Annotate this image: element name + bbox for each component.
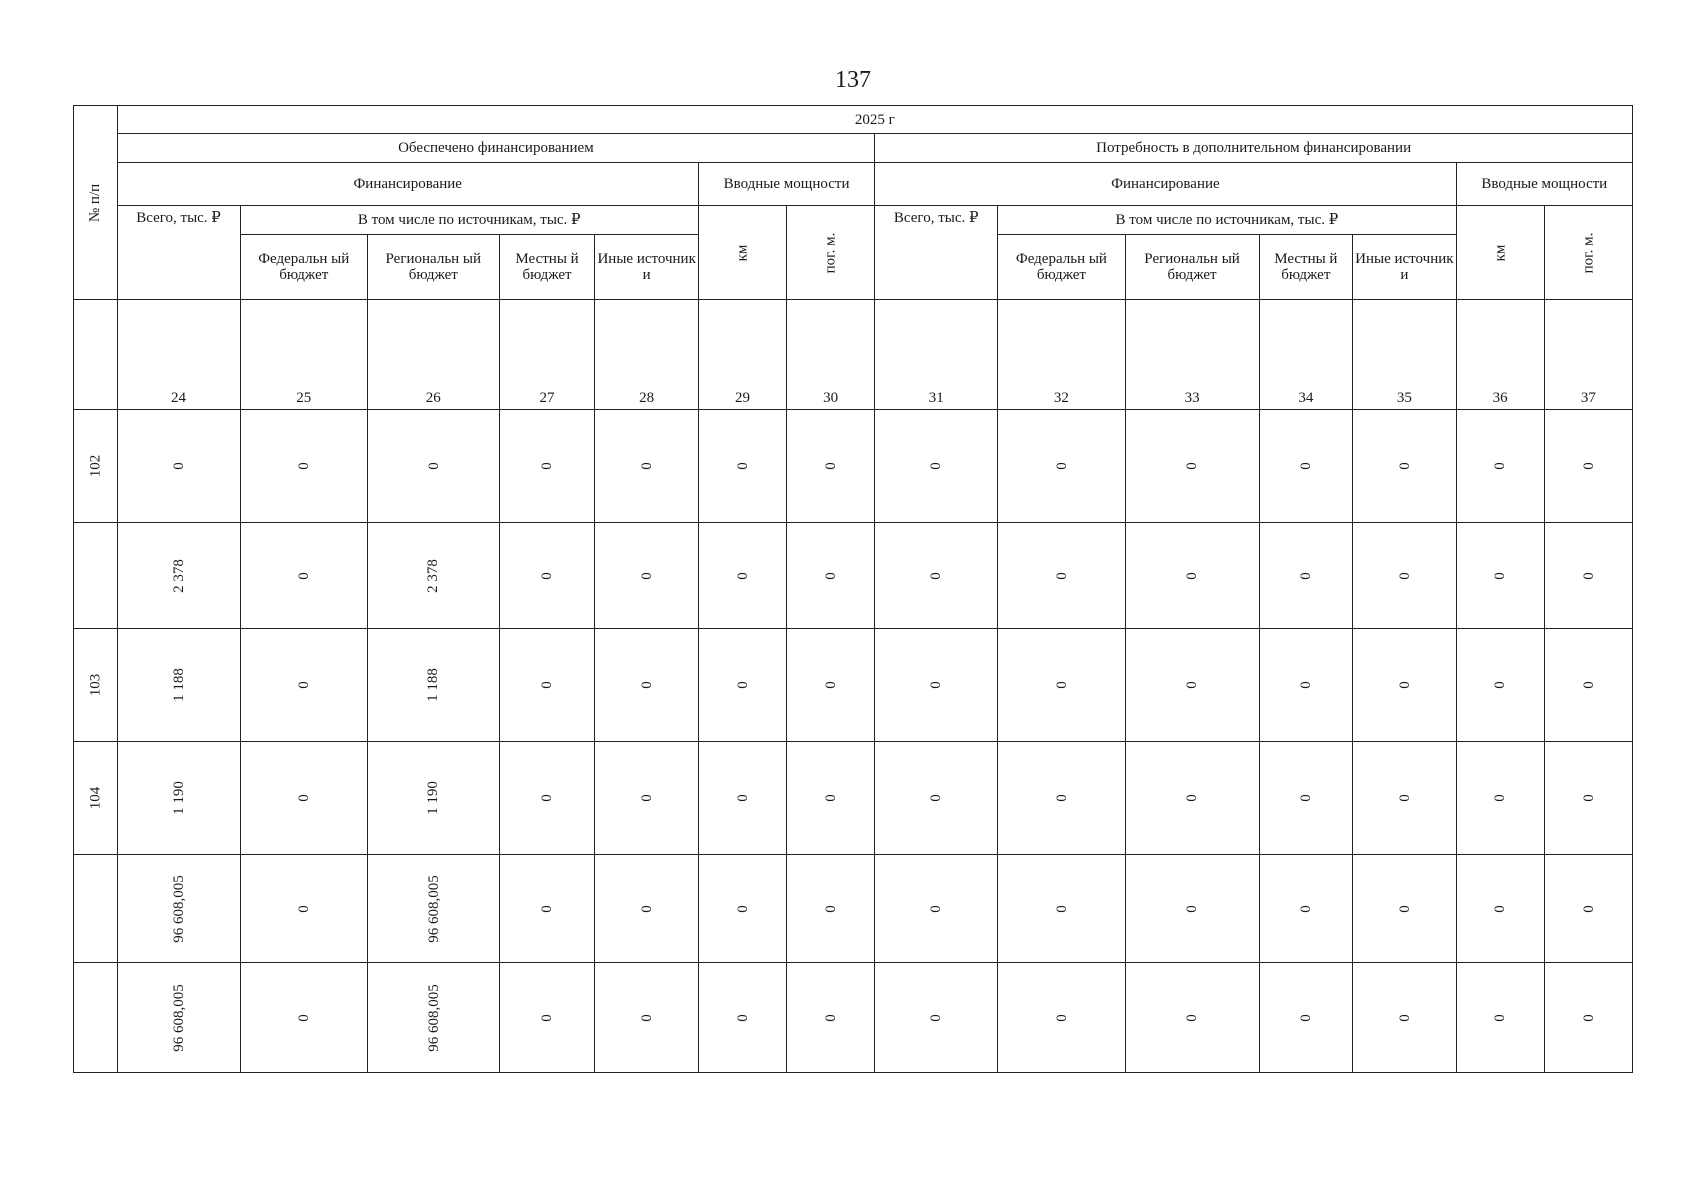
- value-cell: [499, 963, 595, 1073]
- row-number: 102: [87, 454, 104, 478]
- value-cell: [595, 410, 698, 523]
- value-cell: [1259, 963, 1353, 1073]
- cell-value: 0: [170, 462, 187, 470]
- row-number: 104: [87, 786, 104, 810]
- value-cell: [1353, 523, 1456, 629]
- cell-value: 0: [1396, 571, 1413, 580]
- value-cell: [240, 629, 367, 742]
- cell-value: 0: [539, 1013, 556, 1022]
- value-cell: [698, 855, 786, 963]
- row-number: 103: [87, 673, 104, 697]
- year-header: 2025 г: [117, 106, 1632, 134]
- value-cell: [698, 410, 786, 523]
- value-cell: [998, 629, 1125, 742]
- value-cell: [875, 523, 998, 629]
- value-cell: [499, 410, 595, 523]
- value-cell: [1259, 855, 1353, 963]
- additional-pog-m-label: пог. м.: [1580, 232, 1597, 273]
- cell-value: 0: [295, 904, 312, 913]
- value-cell: [698, 963, 786, 1073]
- value-cell: [998, 410, 1125, 523]
- value-cell: [367, 410, 499, 523]
- secured-pog-m-label: пог. м.: [822, 232, 839, 273]
- cell-value: 0: [638, 904, 655, 913]
- value-cell: [1259, 523, 1353, 629]
- cell-value: 0: [1184, 571, 1201, 580]
- additional-capacity-header: Вводные мощности: [1456, 163, 1632, 206]
- table-row: [74, 629, 1633, 742]
- secured-federal-header: Федеральн ый бюджет: [240, 235, 367, 300]
- value-cell: [698, 523, 786, 629]
- cell-value: 0: [928, 462, 945, 470]
- additional-pog-m-header: [1544, 206, 1632, 300]
- cell-value: 0: [822, 794, 839, 802]
- additional-regional-header: Региональн ый бюджет: [1125, 235, 1259, 300]
- value-cell: [367, 629, 499, 742]
- cell-value: 0: [1580, 571, 1597, 580]
- cell-value: 0: [1580, 1013, 1597, 1022]
- value-cell: [117, 410, 240, 523]
- value-cell: [1125, 523, 1259, 629]
- row-number-cell: [74, 742, 118, 855]
- cell-value: 0: [539, 794, 556, 802]
- page-number: 137: [835, 67, 871, 93]
- cell-value: 0: [539, 571, 556, 580]
- cell-value: 0: [1492, 462, 1509, 470]
- cell-value: 0: [1396, 904, 1413, 913]
- value-cell: [1456, 629, 1544, 742]
- cell-value: 0: [822, 462, 839, 470]
- cell-value: 1 190: [170, 781, 187, 815]
- document-page: [73, 0, 1633, 1200]
- column-number: 33: [1125, 300, 1259, 410]
- cell-value: 0: [822, 681, 839, 689]
- column-number: 34: [1259, 300, 1353, 410]
- value-cell: [117, 629, 240, 742]
- column-number: 28: [595, 300, 698, 410]
- row-number-cell: [74, 629, 118, 742]
- cell-value: 0: [1184, 904, 1201, 913]
- value-cell: [367, 523, 499, 629]
- cell-value: 2 378: [170, 558, 187, 593]
- value-cell: [1544, 742, 1632, 855]
- cell-value: 0: [1297, 571, 1314, 580]
- value-cell: [117, 523, 240, 629]
- cell-value: 0: [1053, 681, 1070, 689]
- secured-regional-header: Региональн ый бюджет: [367, 235, 499, 300]
- cell-value: 0: [928, 681, 945, 689]
- cell-value: 0: [1492, 794, 1509, 802]
- value-cell: [117, 963, 240, 1073]
- value-cell: [998, 963, 1125, 1073]
- value-cell: [875, 963, 998, 1073]
- cell-value: 0: [539, 681, 556, 689]
- cell-value: 0: [295, 571, 312, 580]
- cell-value: 0: [1184, 794, 1201, 802]
- value-cell: [787, 629, 875, 742]
- value-cell: [1456, 742, 1544, 855]
- secured-total-header: Всего, тыс. ₽: [117, 206, 240, 300]
- column-number: 29: [698, 300, 786, 410]
- cell-value: 0: [1184, 1013, 1201, 1022]
- financing-table: [73, 105, 1633, 1073]
- value-cell: [240, 963, 367, 1073]
- cell-value: 1 188: [170, 668, 187, 702]
- additional-group-header: Потребность в дополнительном финансировании: [875, 134, 1633, 163]
- cell-value: 96 608,005: [170, 983, 187, 1052]
- value-cell: [1544, 410, 1632, 523]
- additional-total-header: Всего, тыс. ₽: [875, 206, 998, 300]
- cell-value: 0: [734, 904, 751, 913]
- value-cell: [367, 855, 499, 963]
- header-row-sources: [74, 206, 1633, 235]
- header-row-sections: [74, 163, 1633, 206]
- cell-value: 0: [822, 904, 839, 913]
- row-number-cell: [74, 855, 118, 963]
- value-cell: [1125, 855, 1259, 963]
- cell-value: 0: [1396, 462, 1413, 470]
- value-cell: [240, 855, 367, 963]
- value-cell: [1125, 742, 1259, 855]
- cell-value: 0: [638, 681, 655, 689]
- cell-value: 0: [734, 462, 751, 470]
- value-cell: [595, 855, 698, 963]
- value-cell: [240, 523, 367, 629]
- cell-value: 0: [734, 571, 751, 580]
- additional-km-label: км: [1492, 244, 1509, 261]
- cell-value: 0: [1580, 462, 1597, 470]
- value-cell: [787, 523, 875, 629]
- cell-value: 0: [1396, 1013, 1413, 1022]
- value-cell: [1544, 963, 1632, 1073]
- value-cell: [875, 742, 998, 855]
- cell-value: 1 188: [425, 668, 442, 702]
- cell-value: 2 378: [425, 558, 442, 593]
- cell-value: 96 608,005: [170, 874, 187, 943]
- table-row: [74, 963, 1633, 1073]
- cell-value: 0: [822, 571, 839, 580]
- cell-value: 0: [734, 794, 751, 802]
- cell-value: 0: [1492, 1013, 1509, 1022]
- cell-value: 0: [928, 904, 945, 913]
- value-cell: [875, 410, 998, 523]
- cell-value: 0: [1396, 794, 1413, 802]
- table-body: [74, 410, 1633, 1073]
- row-number-header-label: № п/п: [87, 183, 104, 222]
- table-row: [74, 742, 1633, 855]
- cell-value: 0: [928, 1013, 945, 1022]
- value-cell: [595, 963, 698, 1073]
- column-number: 24: [117, 300, 240, 410]
- cell-value: 0: [1053, 794, 1070, 802]
- cell-value: 0: [1297, 904, 1314, 913]
- cell-value: 0: [734, 1013, 751, 1022]
- cell-value: 0: [295, 794, 312, 802]
- secured-capacity-header: Вводные мощности: [698, 163, 874, 206]
- cell-value: 0: [638, 571, 655, 580]
- value-cell: [1125, 963, 1259, 1073]
- column-number: 37: [1544, 300, 1632, 410]
- cell-value: 0: [638, 1013, 655, 1022]
- cell-value: 0: [1297, 1013, 1314, 1022]
- value-cell: [1353, 855, 1456, 963]
- value-cell: [595, 629, 698, 742]
- column-number: 35: [1353, 300, 1456, 410]
- cell-value: 0: [928, 794, 945, 802]
- value-cell: [1353, 963, 1456, 1073]
- table-row: [74, 855, 1633, 963]
- additional-financing-header: Финансирование: [875, 163, 1456, 206]
- cell-value: 0: [734, 681, 751, 689]
- column-number: 36: [1456, 300, 1544, 410]
- value-cell: [1125, 410, 1259, 523]
- secured-sources-header: В том числе по источникам, тыс. ₽: [240, 206, 698, 235]
- cell-value: 0: [928, 571, 945, 580]
- value-cell: [1353, 742, 1456, 855]
- value-cell: [1353, 410, 1456, 523]
- cell-value: 0: [822, 1013, 839, 1022]
- cell-value: 0: [1184, 462, 1201, 470]
- column-number-blank: [74, 300, 118, 410]
- value-cell: [1456, 963, 1544, 1073]
- value-cell: [1125, 629, 1259, 742]
- value-cell: [787, 855, 875, 963]
- value-cell: [595, 742, 698, 855]
- cell-value: 0: [1297, 681, 1314, 689]
- secured-km-label: км: [734, 244, 751, 261]
- secured-pog-m-header: [787, 206, 875, 300]
- cell-value: 0: [638, 794, 655, 802]
- additional-other-header: Иные источник и: [1353, 235, 1456, 300]
- cell-value: 1 190: [425, 781, 442, 815]
- value-cell: [499, 629, 595, 742]
- row-number-cell: [74, 963, 118, 1073]
- value-cell: [787, 963, 875, 1073]
- value-cell: [240, 742, 367, 855]
- value-cell: [499, 523, 595, 629]
- secured-local-header: Местны й бюджет: [499, 235, 595, 300]
- column-number: 25: [240, 300, 367, 410]
- cell-value: 0: [1053, 571, 1070, 580]
- cell-value: 0: [425, 462, 442, 470]
- cell-value: 0: [1580, 904, 1597, 913]
- cell-value: 0: [1053, 904, 1070, 913]
- value-cell: [1456, 410, 1544, 523]
- additional-local-header: Местны й бюджет: [1259, 235, 1353, 300]
- value-cell: [595, 523, 698, 629]
- value-cell: [1259, 629, 1353, 742]
- row-number-cell: [74, 410, 118, 523]
- cell-value: 0: [1297, 462, 1314, 470]
- table-row: [74, 410, 1633, 523]
- table-row: [74, 523, 1633, 629]
- additional-federal-header: Федеральн ый бюджет: [998, 235, 1125, 300]
- value-cell: [698, 742, 786, 855]
- value-cell: [1259, 742, 1353, 855]
- value-cell: [998, 855, 1125, 963]
- value-cell: [499, 855, 595, 963]
- value-cell: [875, 629, 998, 742]
- value-cell: [499, 742, 595, 855]
- cell-value: 0: [638, 462, 655, 470]
- row-number-header: [74, 106, 118, 300]
- cell-value: 0: [295, 1013, 312, 1022]
- column-number-row: [74, 300, 1633, 410]
- additional-sources-header: В том числе по источникам, тыс. ₽: [998, 206, 1456, 235]
- value-cell: [367, 742, 499, 855]
- value-cell: [698, 629, 786, 742]
- cell-value: 96 608,005: [425, 874, 442, 943]
- column-number: 26: [367, 300, 499, 410]
- secured-other-header: Иные источник и: [595, 235, 698, 300]
- value-cell: [1456, 855, 1544, 963]
- value-cell: [998, 742, 1125, 855]
- cell-value: 0: [539, 904, 556, 913]
- secured-financing-header: Финансирование: [117, 163, 698, 206]
- cell-value: 0: [1053, 1013, 1070, 1022]
- value-cell: [875, 855, 998, 963]
- cell-value: 0: [295, 462, 312, 470]
- value-cell: [1456, 523, 1544, 629]
- value-cell: [998, 523, 1125, 629]
- column-number: 30: [787, 300, 875, 410]
- cell-value: 0: [1492, 571, 1509, 580]
- cell-value: 0: [295, 681, 312, 689]
- cell-value: 0: [1580, 794, 1597, 802]
- cell-value: 0: [539, 462, 556, 470]
- cell-value: 96 608,005: [425, 983, 442, 1052]
- value-cell: [1259, 410, 1353, 523]
- cell-value: 0: [1184, 681, 1201, 689]
- cell-value: 0: [1053, 462, 1070, 470]
- value-cell: [240, 410, 367, 523]
- additional-km-header: [1456, 206, 1544, 300]
- value-cell: [117, 742, 240, 855]
- column-number: 32: [998, 300, 1125, 410]
- column-number: 27: [499, 300, 595, 410]
- cell-value: 0: [1580, 681, 1597, 689]
- value-cell: [787, 742, 875, 855]
- secured-km-header: [698, 206, 786, 300]
- value-cell: [1544, 523, 1632, 629]
- value-cell: [787, 410, 875, 523]
- cell-value: 0: [1492, 904, 1509, 913]
- column-number: 31: [875, 300, 998, 410]
- value-cell: [1353, 629, 1456, 742]
- value-cell: [117, 855, 240, 963]
- value-cell: [367, 963, 499, 1073]
- cell-value: 0: [1492, 681, 1509, 689]
- value-cell: [1544, 629, 1632, 742]
- value-cell: [1544, 855, 1632, 963]
- header-row-groups: [74, 134, 1633, 163]
- header-row-year: [74, 106, 1633, 134]
- secured-group-header: Обеспечено финансированием: [117, 134, 875, 163]
- row-number-cell: [74, 523, 118, 629]
- cell-value: 0: [1297, 794, 1314, 802]
- cell-value: 0: [1396, 681, 1413, 689]
